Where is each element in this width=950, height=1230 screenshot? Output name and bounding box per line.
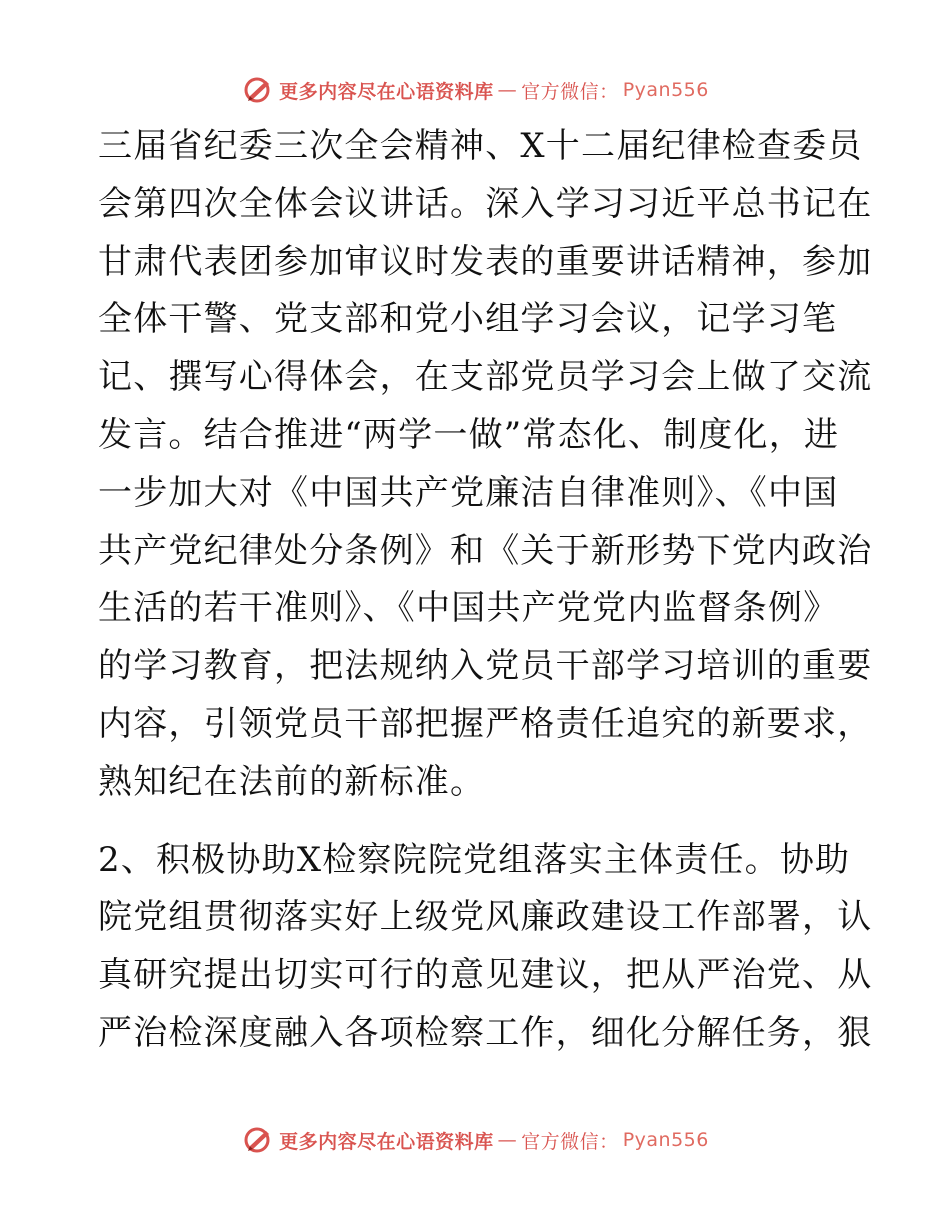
text-line: 发言。结合推进“两学一做”常态化、制度化，进 <box>98 414 840 455</box>
paragraph-spacer <box>98 812 850 832</box>
watermark-separator: — <box>497 79 518 101</box>
watermark-wechat-label: 官方微信： <box>521 1130 619 1153</box>
paragraph-1 <box>98 118 873 812</box>
text-line: 真研究提出切实可行的意见建议，把从严治党、从 <box>98 955 873 996</box>
text-line: 生活的若干准则》、《中国共产党党内监督条例》 <box>98 588 839 629</box>
header-watermark <box>0 70 950 110</box>
watermark-wechat-label: 官方微信： <box>521 80 619 103</box>
paragraph-2 <box>98 832 873 1063</box>
pen-circle-logo-icon <box>241 1125 275 1155</box>
text-line: 会第四次全体会议讲话。深入学习习近平总书记在 <box>98 183 873 224</box>
watermark-banner <box>241 1125 709 1155</box>
text-line: 共产党纪律处分条例》和《关于新形势下党内政治 <box>98 530 873 571</box>
text-line: 一步加大对《中国共产党廉洁自律准则》、《中国 <box>98 472 839 513</box>
watermark-wechat-id: Pyan556 <box>622 79 709 101</box>
watermark-wechat-id: Pyan556 <box>622 1129 709 1151</box>
text-line: 严治检深度融入各项检察工作，细化分解任务，狠 <box>98 1012 873 1053</box>
pen-circle-logo-icon <box>241 75 275 105</box>
text-line: 熟知纪在法前的新标准。 <box>98 761 486 802</box>
watermark-separator: — <box>497 1129 518 1151</box>
document-body <box>98 118 873 1063</box>
watermark-brand: 更多内容尽在心语资料库 <box>279 1130 494 1153</box>
watermark-banner <box>241 75 709 105</box>
text-line: 内容，引领党员干部把握严格责任追究的新要求， <box>98 703 873 744</box>
text-line: 院党组贯彻落实好上级党风廉政建设工作部署，认 <box>98 897 873 938</box>
text-line: 2、积极协助X检察院院党组落实主体责任。协助 <box>98 839 851 880</box>
footer-watermark <box>0 1120 950 1160</box>
watermark-brand: 更多内容尽在心语资料库 <box>279 80 494 103</box>
text-line: 全体干警、党支部和党小组学习会议，记学习笔 <box>98 299 838 340</box>
text-line: 甘肃代表团参加审议时发表的重要讲话精神，参加 <box>98 241 873 282</box>
text-line: 的学习教育，把法规纳入党员干部学习培训的重要 <box>98 646 873 687</box>
text-line: 三届省纪委三次全会精神、X十二届纪律检查委员 <box>98 126 863 166</box>
text-line: 记、撰写心得体会，在支部党员学习会上做了交流 <box>98 357 873 398</box>
